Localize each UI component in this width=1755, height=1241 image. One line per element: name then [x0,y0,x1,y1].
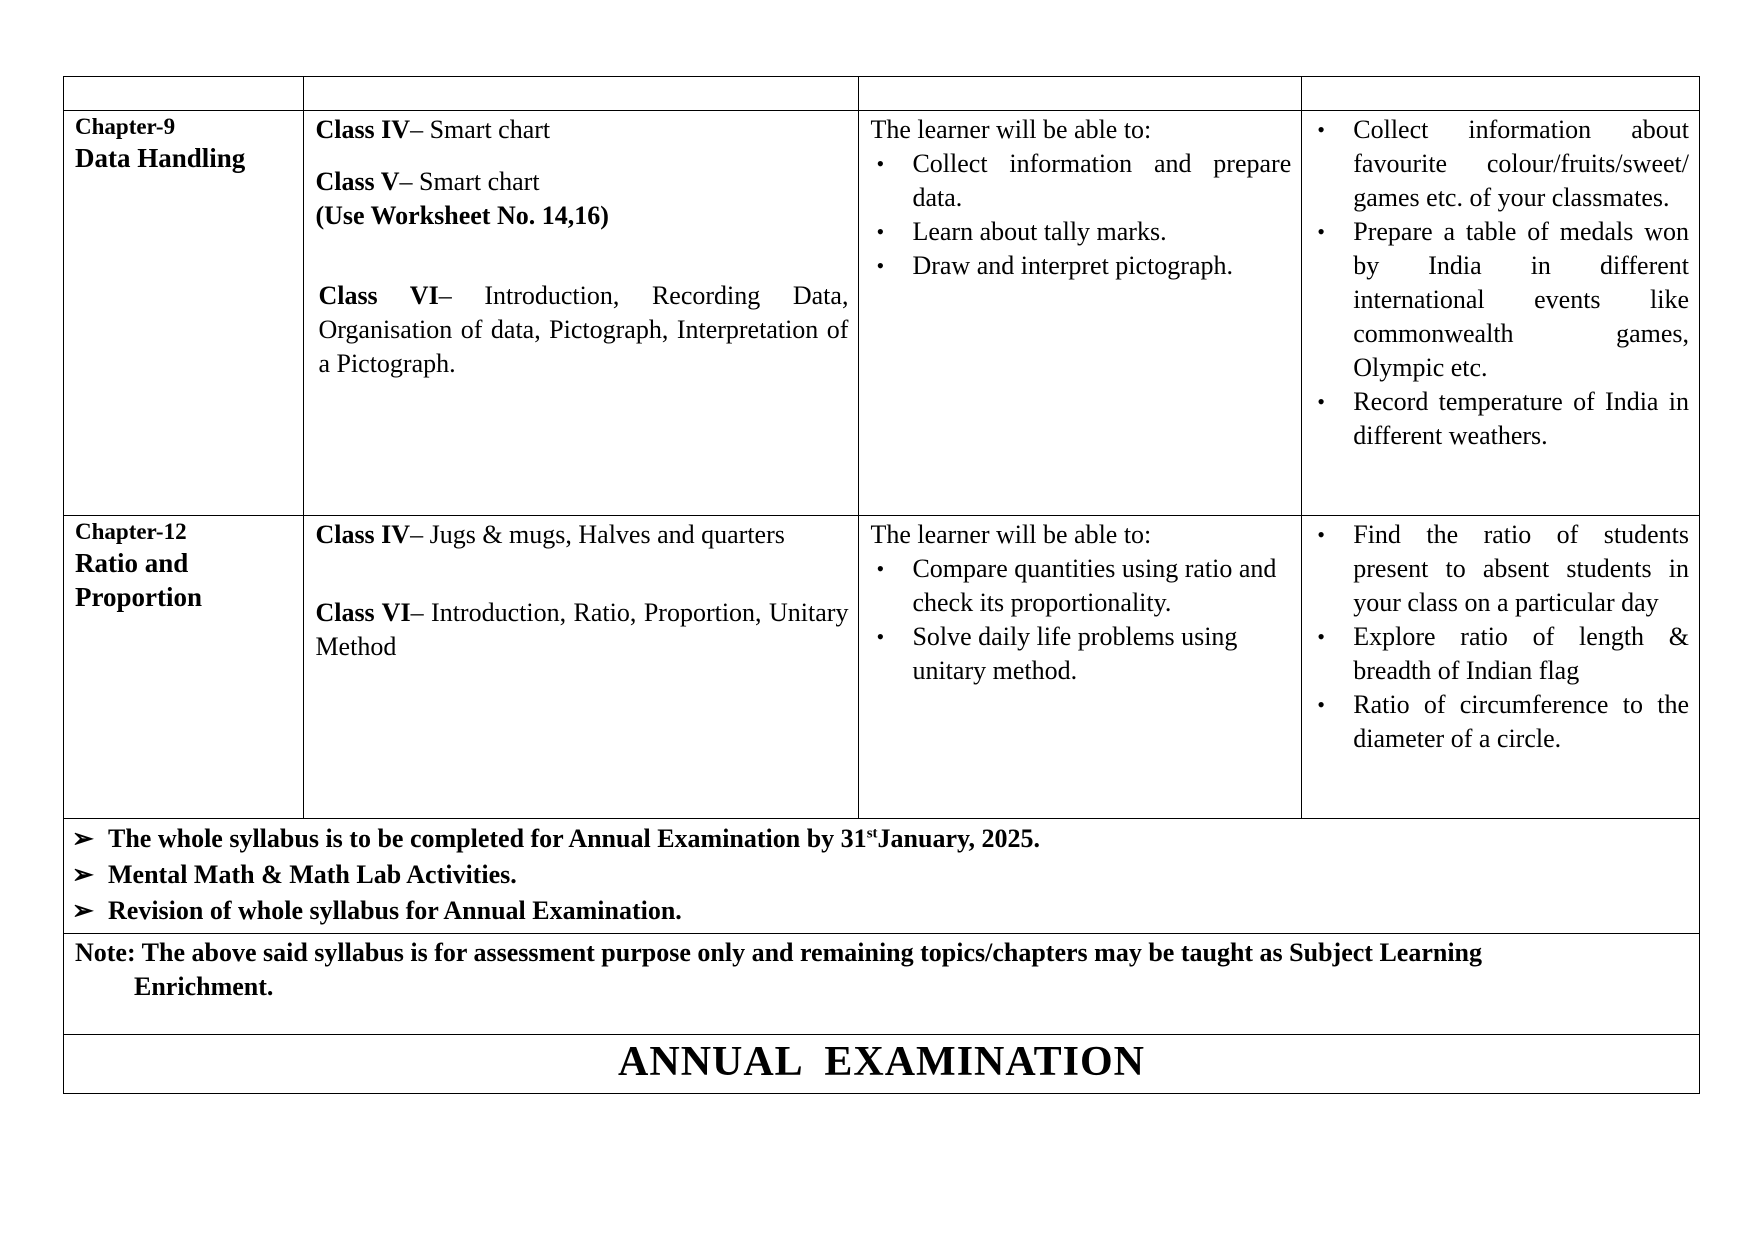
class-label: Class V [315,167,400,196]
activities-list [1311,113,1689,453]
activities-cell [1302,516,1700,819]
class-line [315,596,848,664]
empty-cell [304,77,859,111]
note-text: Mental Math & Math Lab Activities. [108,860,517,889]
header-row-empty [64,77,1700,111]
chapter-cell [64,516,304,819]
class-topics: – Introduction, Ratio, Proportion, Unitary Method [315,598,849,661]
chapter-number: Chapter-9 [75,114,176,139]
class-line [315,165,848,199]
note-text: The whole syllabus is to be completed for Annual Examination by 31stJanuary, 2025. [108,824,1041,853]
content-cell [304,516,859,819]
note-line: Note: The above said syllabus is for assessment purpose only and remaining topics/chapters may be taught as Subject Learning [75,938,1483,967]
class-label: Class IV [315,520,411,549]
empty-cell [859,77,1302,111]
chapter-cell [64,111,304,516]
outcomes-lead: The learner will be able to: [870,115,1152,144]
chapter-number: Chapter-12 [75,519,187,544]
worksheet-note: (Use Worksheet No. 14,16) [315,201,609,230]
class-line [315,518,848,552]
section-title: ANNUAL EXAMINATION [618,1039,1145,1085]
notes-cell [64,819,1700,934]
class-label: Class VI [315,598,411,627]
class-topics: – Smart chart [399,167,540,196]
class-line [315,113,848,147]
title-row [64,1035,1700,1094]
note-item [72,821,1689,857]
class-topics: – Smart chart [410,115,551,144]
note-item [72,857,1689,893]
content-cell [304,111,859,516]
table-row-chapter-9 [64,111,1700,516]
outcomes-cell [859,111,1302,516]
list-item: • Collect information and prepare data. [912,147,1291,215]
empty-cell [1302,77,1700,111]
activities-cell [1302,111,1700,516]
outcomes-lead: The learner will be able to: [870,520,1152,549]
class-topics: – Jugs & mugs, Halves and quarters [410,520,785,549]
class-label: Class IV [315,115,411,144]
class-line [315,279,848,381]
syllabus-table [63,76,1700,1094]
syllabus-sheet [63,76,1700,1094]
note-item [72,893,1689,929]
activities-list [1311,518,1689,756]
note-line-continued: Enrichment. [134,972,274,1001]
outcomes-list [870,552,1291,688]
note-text: Revision of whole syllabus for Annual Examination. [108,896,682,925]
list-item: • Draw and interpret pictograph. [912,249,1291,283]
list-item: • Ratio of circumference to the diameter of a circle. [1353,688,1689,756]
list-item: • Find the ratio of students present to absent students in your class on a particular day [1353,518,1689,620]
class-topics: – Introduction, Recording Data, Organisation of data, Pictograph, Interpretation of a Pictograph. [318,281,849,378]
empty-cell [64,77,304,111]
list-item: • Compare quantities using ratio and check its proportionality. [912,552,1291,620]
outcomes-list [870,147,1291,283]
arrow-bullet-icon: ➢ [72,824,94,853]
list-item: • Explore ratio of length & breadth of Indian flag [1353,620,1689,688]
arrow-bullet-icon: ➢ [72,860,94,889]
chapter-name: Data Handling [75,143,246,173]
notes-row [64,819,1700,934]
note-row [64,934,1700,1035]
list-item: • Solve daily life problems using unitary method. [912,620,1291,688]
table-row-chapter-12 [64,516,1700,819]
class-label: Class VI [318,281,439,310]
outcomes-cell [859,516,1302,819]
list-item: • Record temperature of India in different weathers. [1353,385,1689,453]
list-item: • Collect information about favourite colour/fruits/sweet/ games etc. of your classmates. [1353,113,1689,215]
note-cell [64,934,1700,1035]
superscript: st [866,825,878,842]
chapter-name: Ratio and Proportion [75,548,202,612]
list-item: • Prepare a table of medals won by India in different international events like commonwealth games, Olympic etc. [1353,215,1689,385]
title-cell [64,1035,1700,1094]
list-item: • Learn about tally marks. [912,215,1291,249]
arrow-bullet-icon: ➢ [72,896,94,925]
